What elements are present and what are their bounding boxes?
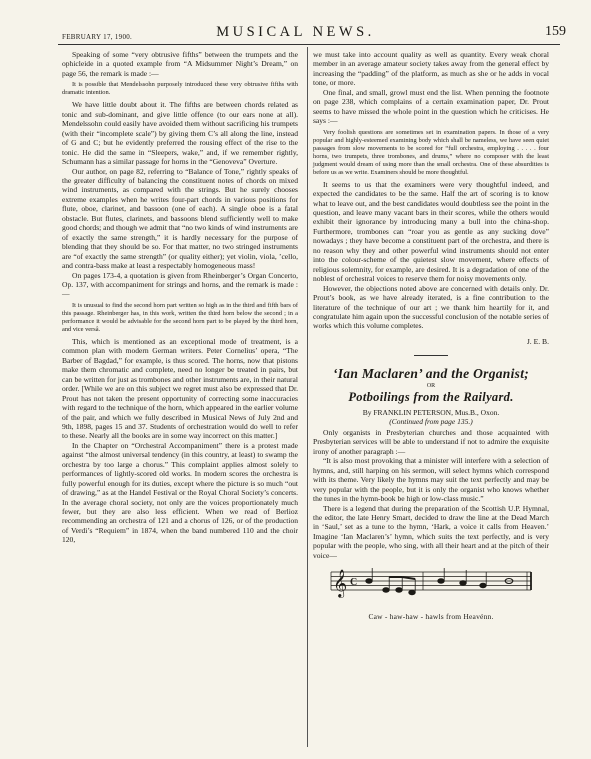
- author-signature: J. E. B.: [526, 336, 549, 346]
- quoted-passage: Very foolish questions are sometimes set in examination papers. In those of a very popular and highly-esteemed examining body which shall be nameless, we have seen quiet passages from slow movements to be scored for “full orchestra, employing . . . . . four horns, two trumpets, three trombones, and drums,” where no composer with the least judgment would dream of using more than the small orchestra. One of these absurdities is before us as we write. Examiners should be more thoughtful.: [313, 128, 549, 176]
- paragraph: Speaking of some “very obtrusive fifths” between the trumpets and the ophicleide in a quoted example from “A Midsummer Night’s Dream,” on page 56, the remark is made :—: [62, 50, 298, 78]
- article-title: ‘Ian Maclaren’ and the Organist;: [332, 365, 530, 381]
- treble-clef-icon: 𝄞: [333, 569, 348, 598]
- time-signature: C: [350, 577, 358, 589]
- paragraph: However, the objections noted above are concerned with details only. Dr. Prout’s book, as we have already iterated, is a fine contribution to the literature of the technique of our art ; we thank him heartily for it, and congratulate him again upon the successful conclusion of the notable series of works which this volume completes.: [313, 283, 549, 331]
- paragraph: One final, and small, growl must end the list. When penning the footnote on page 238, which complains of a certain examination paper, Dr. Prout seems to have missed the whole point in the question which he criticises. He says :—: [313, 87, 549, 126]
- article-subtitle: Potboilings from the Railyard.: [348, 389, 514, 404]
- paragraph: In the Chapter on “Orchestral Accompaniment” there is a protest made against “the almost universal tendency (in this country, at least) to swamp the orchestra by too large a chorus.” This complaint applies almost solely to performances of lightly-scored old works. In modern scores the orchestra is fully powerful enough for its duties, except where the picture is so much “out of drawing,” as at the Handel Festival or the Royal Choral Society’s concerts. In the average choral society, not only are the voices proportionately much fewer, but they are also less efficient. When we read of Berlioz recommending an orchestra of 121 and a chorus of 126, or of the production of Verdi’s “Requiem” in 1874, when the band numbered 110 and the choir 120,: [62, 440, 298, 545]
- quoted-passage: It is unusual to find the second horn part written so high as in the third and fifth bars of this passage. Rheinberger has, in this work, written the third horn below the second ; in a performance it would be advisable for the second horn part to be played by the third horn, and vice versâ.: [62, 301, 298, 333]
- paragraph: This, which is mentioned as an exceptional mode of treatment, is a common plan with modern German writers. Peter Cornelius’ opera, “The Barber of Bagdad,” for example, is thus scored. The horns, now that pistons make them chromatic and complete, need no longer be treated in pairs, but can be written for just as trombones and other instruments are, in their natural order. [While we are on this subject we regret must also be expressed that Dr. Prout has not taken the present opportunity of correcting some inaccuracies with regard to the technique of the horn, which appeared in the earlier volume of the pair, and which we fully described in Musical News of July 2nd and 9th, 1898, pages 15 and 37. Students of orchestration would do well to refer to these. Nearly all the books are in some way incorrect on this matter.]: [62, 336, 298, 441]
- music-notation: [313, 564, 549, 621]
- article-divider: [414, 355, 448, 356]
- paragraph: we must take into account quality as well as quantity. Every weak choral member in an average amateur society takes away from the general effect by increasing the “padding” of the platform, as much as she or he adds in vocal tone, or more.: [313, 50, 549, 88]
- article-byline: By FRANKLIN PETERSON, Mus.B., Oxon.: [362, 407, 500, 417]
- masthead-title: MUSICAL NEWS.: [216, 24, 375, 40]
- paragraph: It seems to us that the examiners were very thoughtful indeed, and expected the candidates to be the same. Half the art of scoring is to know what to leave out, and the best candidates would doubtless see the point in the question, and leave many vacant bars in their scores, while the others would exhibit their ignorance by introducing many a bull into the china-shop. Furthermore, trombones can “roar you as gentle as any sucking dove” nowadays ; they have become a constituent part of the orchestra, and there is no reason why they and other powerful wind instruments should not enter into the colour-scheme of the quietest slow movement, where effects of religious solemnity, for example, are desired. It is a degradation of one of the noblest of orchestral voices to reserve them for noisy movements only.: [313, 179, 549, 284]
- column-divider: [307, 47, 308, 747]
- music-staff: [313, 564, 549, 606]
- paragraph: Our author, on page 82, referring to “Balance of Tone,” rightly speaks of the greater difficulty of balancing the constituent notes of chords on mixed wind instruments, as compared with the strings. But he surely chooses extreme examples when he writes four-part chords in various positions for flute, oboe, clarinet, and bassoon (one of each). A single oboe is a fatal obstacle. But flutes, clarinets, and bassoons blend sufficiently well to make good chords; and though we admit that “no two kinds of wind instruments are of exactly the same strength,” it is hardly necessary for the purpose of blending that they should be so. For that matter, no two stringed instruments are “of exactly the same strength” (or quality either); yet violin, viola, ’cello, and contra-bass make at least a respectably homogeneous mass!: [62, 166, 298, 271]
- paragraph: We have little doubt about it. The fifths are between chords related as tonic and sub-dominant, and give little offence (to our ears none at all). Mendelssohn could easily have avoided them without sacrificing his trumpets (with their “incomplete scale”) by giving them C’s all along the line, instead of G and C; but he evidently preferred the rousing effect of the rise to the tonic. He did the same in “Sleepers, wake,” and, if we remember rightly, Schumann has a similar passage for horns in the “Genoveva” Overture.: [62, 100, 298, 167]
- paragraph: Only organists in Presbyterian churches and those acquainted with Presbyterian services will be able to understand if not to admire the exquisite irony of another paragraph :—: [313, 427, 549, 456]
- paragraph: “It is also most provoking that a minister will interfere with a selection of hymns, and, still harping on his sermon, will select hymns which correspond with its theme. Very likely the hymns may suit the text perfectly and may be very popular with the people, but it is only the organist who knows whether the tunes in the hymn-book be high or low-class music.”: [313, 456, 549, 504]
- header-rule: [58, 44, 560, 45]
- paragraph: On pages 173-4, a quotation is given from Rheinberger’s Organ Concerto, Op. 137, with accompaniment for strings and horns, and the remark is made :—: [62, 270, 298, 299]
- continued-note: (Continued from page 135.): [389, 416, 473, 426]
- page-number: 159: [545, 24, 566, 39]
- music-lyric: Caw - haw-haw - hawls from Heavénn.: [368, 612, 494, 622]
- article-title-or: OR: [426, 382, 436, 389]
- quoted-passage: It is possible that Mendelssohn purposely introduced these very obtrusive fifths with dramatic intention.: [62, 81, 298, 97]
- right-column: [313, 50, 549, 621]
- paragraph: There is a legend that during the preparation of the Scottish U.P. Hymnal, the editor, the late Henry Smart, decided to draw the line at the Dead March in ‘Saul,’ set as a tune to the hymn, ‘Hark, a voice it calls from Heaven.’ Imagine ‘Ian Maclaren’s’ hymn, which suits the text perfectly, and is very popular with the people, who sing, with all their heart and at the pitch of their voice—: [313, 503, 549, 560]
- issue-date: FEBRUARY 17, 1900.: [62, 33, 133, 41]
- left-column: [62, 50, 298, 545]
